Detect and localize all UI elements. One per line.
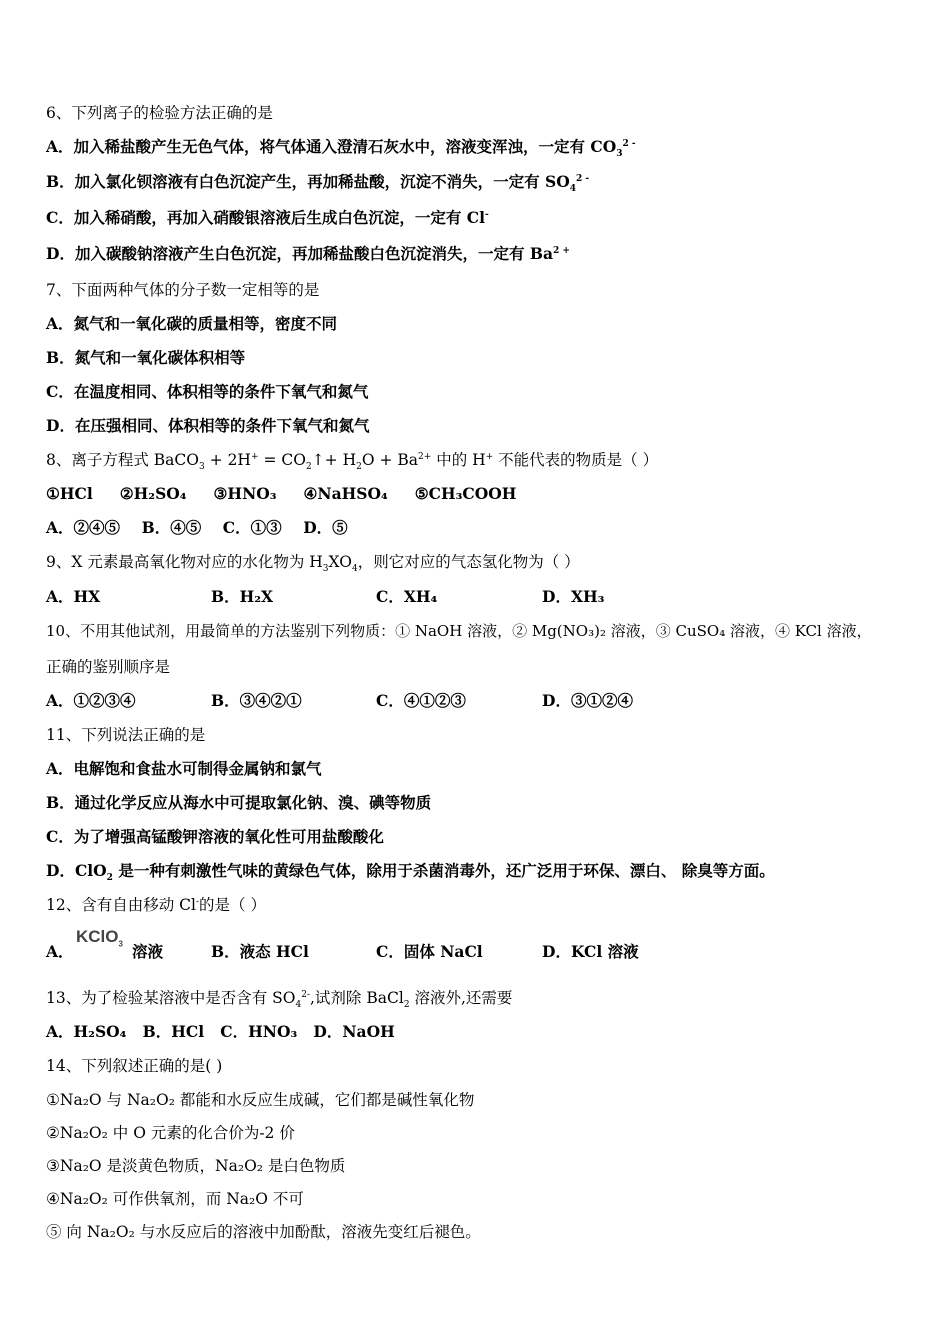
q14-statement-2: ②Na₂O₂ 中 O 元素的化合价为-2 价 <box>46 1124 295 1142</box>
q6-option-c: C．加入稀硝酸，再加入硝酸银溶液后生成白色沉淀，一定有 Cl- <box>46 208 489 227</box>
q11-option-b: B．通过化学反应从海水中可提取氯化钠、溴、碘等物质 <box>46 793 432 812</box>
q10-option-a: A．①②③④ <box>46 691 136 710</box>
q10-stem-line2: 正确的鉴别顺序是 <box>46 658 171 676</box>
q12-option-d: D．KCl 溶液 <box>542 942 639 961</box>
q12-stem: 12、含有自由移动 Cl-的是（ ） <box>46 896 266 914</box>
q6-option-b: B．加入氯化钡溶液有白色沉淀产生，再加稀盐酸，沉淀不消失，一定有 $SO_4^{2 -}$ <box>46 172 590 195</box>
q7-option-b: B．氮气和一氧化碳体积相等 <box>46 348 246 367</box>
q14-statement-3: ③Na₂O 是淡黄色物质，Na₂O₂ 是白色物质 <box>46 1157 346 1175</box>
q11-option-c: C．为了增强高锰酸钾溶液的氧化性可用盐酸酸化 <box>46 827 384 846</box>
q7-stem: 7、下面两种气体的分子数一定相等的是 <box>46 281 320 299</box>
kclo3-formula-image: KClO$_3$ <box>76 927 123 949</box>
q8-options: A．②④⑤ B．④⑤ C．①③ D．⑤ <box>46 518 348 537</box>
q7-option-a: A．氮气和一氧化碳的质量相等，密度不同 <box>46 314 338 333</box>
q9-option-d: D．XH₃ <box>542 587 605 606</box>
q14-statement-4: ④Na₂O₂ 可作供氧剂，而 Na₂O 不可 <box>46 1190 304 1208</box>
q11-option-d: D．ClO$_2$ 是一种有刺激性气味的黄绿色气体，除用于杀菌消毒外，还广泛用于环保、漂白、 除臭等方面。 <box>46 861 775 884</box>
q10-option-c: C．④①②③ <box>376 691 466 710</box>
q14-statement-1: ①Na₂O 与 Na₂O₂ 都能和水反应生成碱，它们都是碱性氧化物 <box>46 1091 475 1109</box>
q13-stem: 13、为了检验某溶液中是否含有 $SO_4^{2-}$,试剂除 BaCl$_2$ 溶液外,还需要 <box>46 989 513 1011</box>
q13-options: A．H₂SO₄ B．HCl C．HNO₃ D．NaOH <box>46 1022 395 1041</box>
q14-stem: 14、下列叙述正确的是( ) <box>46 1057 223 1075</box>
q8-items: ①HCl ②H₂SO₄ ③HNO₃ ④NaHSO₄ ⑤CH₃COOH <box>46 484 517 503</box>
q7-option-d: D．在压强相同、体积相等的条件下氧气和氮气 <box>46 416 370 435</box>
q6-stem: 6、下列离子的检验方法正确的是 <box>46 104 273 122</box>
q7-option-c: C．在温度相同、体积相等的条件下氧气和氮气 <box>46 382 369 401</box>
q9-option-a: A．HX <box>46 587 101 606</box>
q6-option-d: D．加入碳酸钠溶液产生白色沉淀，再加稀盐酸白色沉淀消失，一定有 $Ba^{2 +}$ <box>46 244 570 263</box>
q12-option-a: A． KClO$_3$ 溶液 <box>46 927 164 961</box>
q11-stem: 11、下列说法正确的是 <box>46 726 206 744</box>
q11-option-a: A．电解饱和食盐水可制得金属钠和氯气 <box>46 759 322 778</box>
q12-option-b: B．液态 HCl <box>211 942 309 961</box>
q10-option-b: B．③④②① <box>211 691 302 710</box>
q9-stem: 9、X 元素最高氧化物对应的水化物为 $H_3XO_4$，则它对应的气态氢化物为（ ） <box>46 553 580 575</box>
q8-stem: 8、离子方程式 BaCO$_3$ + $2H^+ = CO_2↑+ H_2O + Ba^{2+}$ 中的 H+ 不能代表的物质是（ ） <box>46 451 659 473</box>
q10-stem-line1: 10、不用其他试剂，用最简单的方法鉴别下列物质：① NaOH 溶液，② Mg(NO₃)₂ 溶液，③ CuSO₄ 溶液，④ KCl 溶液， <box>46 622 872 640</box>
q6-option-a: A．加入稀盐酸产生无色气体，将气体通入澄清石灰水中，溶液变浑浊，一定有 $CO_3^{2 -}$ <box>46 137 636 160</box>
q12-option-c: C．固体 NaCl <box>376 942 483 961</box>
q9-option-b: B．H₂X <box>211 587 274 606</box>
q10-option-d: D．③①②④ <box>542 691 633 710</box>
q9-option-c: C．XH₄ <box>376 587 438 606</box>
q14-statement-5: ⑤ 向 Na₂O₂ 与水反应后的溶液中加酚酞，溶液先变红后褪色。 <box>46 1223 481 1241</box>
